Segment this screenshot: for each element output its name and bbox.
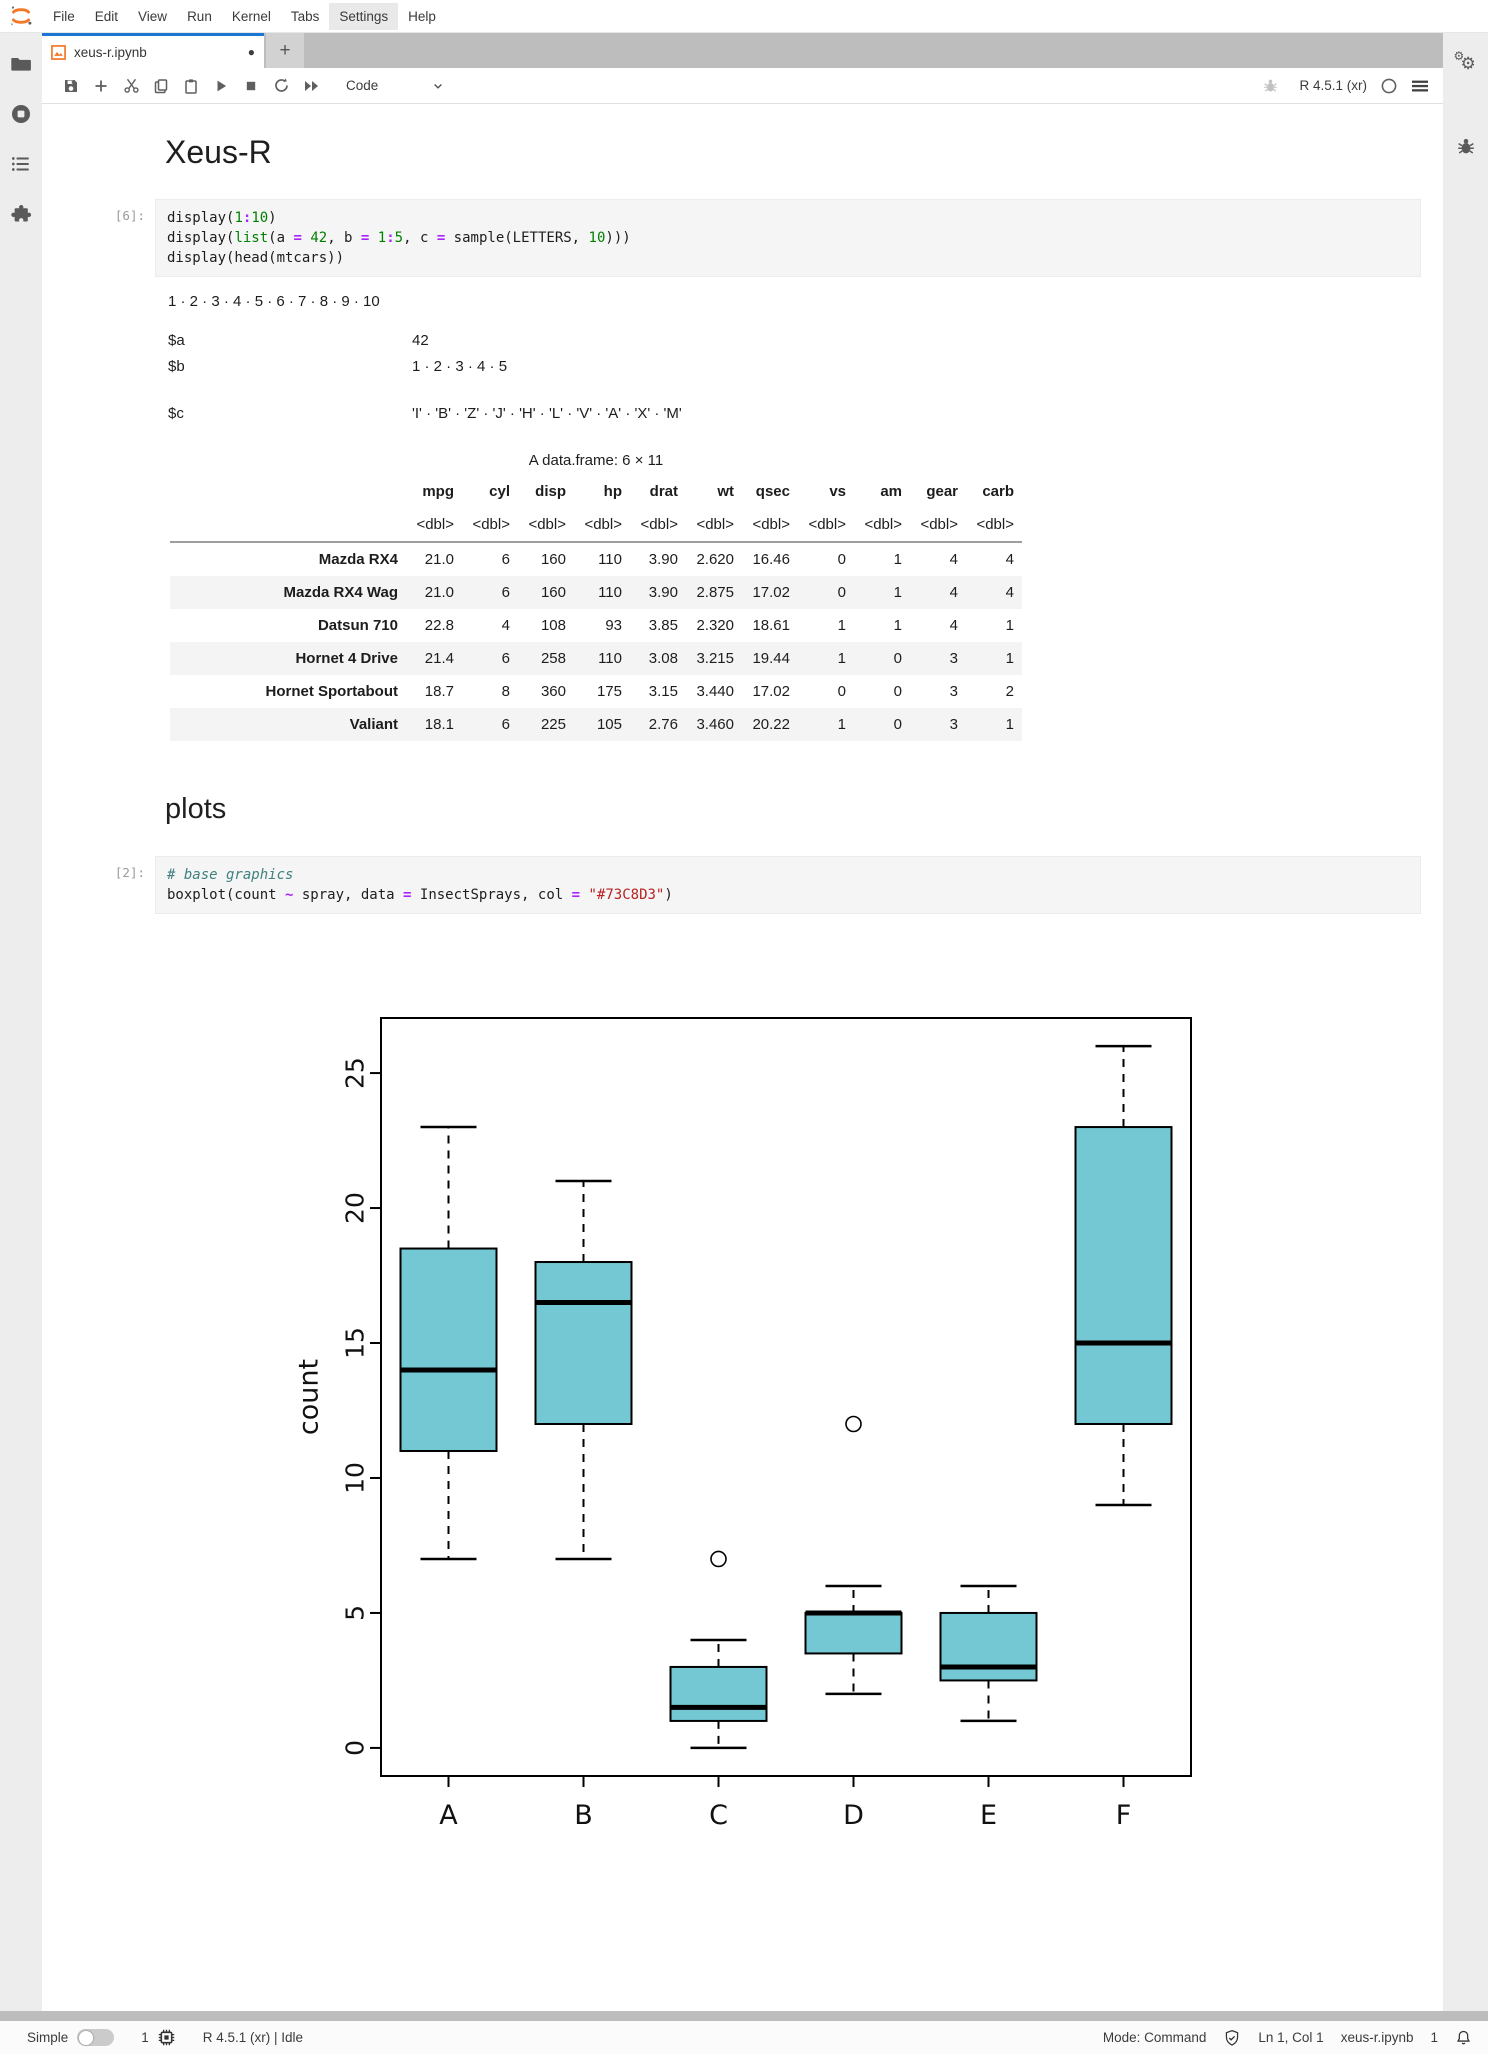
main-area (0, 33, 1488, 2011)
list-value: 'I' · 'B' · 'Z' · 'J' · 'H' · 'L' · 'V' · 'A' · 'X' · 'M' (412, 405, 682, 422)
table-cell: 175 (596, 683, 622, 700)
table-row (170, 576, 1022, 609)
svg-text:B: B (573, 1800, 593, 1831)
table-cell: 2.620 (696, 551, 734, 568)
column-type: <dbl> (416, 516, 454, 533)
table-cell: 17.02 (752, 584, 790, 601)
table-cell: 3.460 (696, 716, 734, 733)
debugger-sidebar-icon[interactable] (1455, 135, 1477, 157)
table-cell: 4 (949, 584, 958, 601)
table-cell: 1 (1005, 716, 1014, 733)
paste-cells-button[interactable] (176, 72, 206, 100)
list-key: $a (168, 332, 185, 349)
row-name: Mazda RX4 (318, 551, 398, 568)
code-input-2[interactable] (155, 856, 1421, 914)
bell-icon[interactable] (1455, 2029, 1472, 2047)
dataframe-output (170, 452, 1022, 741)
table-cell: 20.22 (752, 716, 790, 733)
copy-cells-button[interactable] (146, 72, 176, 100)
table-of-contents-icon[interactable] (10, 153, 32, 175)
table-cell: 1 (837, 617, 846, 634)
row-name: Mazda RX4 Wag (283, 584, 398, 601)
table-cell: 3.215 (696, 650, 734, 667)
column-header: mpg (422, 483, 454, 500)
svg-text:D: D (842, 1800, 864, 1831)
unsaved-dot-icon: ● (247, 45, 255, 59)
kernel-chip-icon[interactable] (158, 2029, 175, 2046)
table-cell: 258 (540, 650, 566, 667)
column-type: <dbl> (528, 516, 566, 533)
panel-border (0, 2011, 1488, 2021)
code-cell-1 (42, 199, 1443, 277)
table-row (170, 675, 1022, 708)
interrupt-kernel-button[interactable] (236, 72, 266, 100)
restart-run-all-button[interactable] (296, 72, 326, 100)
tab-title: xeus-r.ipynb (74, 44, 147, 60)
tab-bar (42, 33, 1443, 68)
boxplot-figure (273, 976, 1213, 1911)
svg-text:C: C (708, 1800, 728, 1831)
notebook-file-icon (51, 45, 66, 60)
svg-text:10: 10 (340, 1462, 369, 1494)
list-value: 42 (412, 332, 429, 349)
table-cell: 21.0 (424, 551, 454, 568)
table-cell: 160 (540, 584, 566, 601)
menu-run[interactable]: Run (187, 8, 212, 24)
table-cell: 4 (1005, 584, 1014, 601)
column-header: am (880, 483, 902, 500)
menu-file[interactable]: File (53, 8, 75, 24)
row-name: Hornet Sportabout (265, 683, 398, 700)
table-cell: 3.15 (648, 683, 678, 700)
column-header: wt (717, 483, 734, 500)
property-inspector-icon[interactable]: ⚙ ⚙ (1453, 49, 1476, 73)
table-cell: 4 (949, 551, 958, 568)
svg-text:25: 25 (340, 1057, 369, 1089)
column-header: vs (829, 483, 846, 500)
menu-settings[interactable]: Settings (329, 3, 398, 30)
cursor-position[interactable]: Ln 1, Col 1 (1258, 2030, 1324, 2045)
table-cell: 3.90 (648, 551, 678, 568)
svg-text:F: F (1115, 1800, 1131, 1831)
table-row (170, 609, 1022, 642)
table-cell: 16.46 (752, 551, 790, 568)
vector-output: 1 · 2 · 3 · 4 · 5 · 6 · 7 · 8 · 9 · 10 (168, 293, 380, 310)
table-cell: 3 (949, 716, 958, 733)
code-cell-2 (42, 856, 1443, 914)
code-line: display(1:10) (167, 210, 277, 226)
run-cell-button[interactable] (206, 72, 236, 100)
menu-bar (0, 0, 1488, 33)
svg-text:20: 20 (340, 1192, 369, 1224)
code-line: boxplot(count ~ spray, data = InsectSprays, col = "#73C8D3") (167, 887, 673, 903)
table-cell: 1 (837, 650, 846, 667)
table-cell: 1 (893, 551, 902, 568)
table-cell: 22.8 (424, 617, 454, 634)
notification-count: 1 (1430, 2030, 1438, 2045)
table-cell: 18.61 (752, 617, 790, 634)
boxplot-chart (273, 976, 1213, 1906)
table-cell: 1 (1005, 650, 1014, 667)
simple-mode-toggle[interactable] (77, 2029, 114, 2046)
list-item (168, 332, 1403, 349)
table-cell: 8 (501, 683, 510, 700)
new-tab-button[interactable]: + (266, 33, 304, 68)
menu-help[interactable]: Help (408, 8, 436, 24)
column-type: <dbl> (472, 516, 510, 533)
table-cell: 6 (501, 551, 510, 568)
table-cell: 110 (598, 584, 622, 601)
column-header: gear (926, 483, 958, 500)
list-output (168, 332, 1403, 422)
table-cell: 4 (1005, 551, 1014, 568)
list-key: $b (168, 358, 185, 375)
code-line: display(head(mtcars)) (167, 250, 345, 266)
column-type: <dbl> (696, 516, 734, 533)
execution-prompt: [6]: (114, 208, 145, 223)
table-row (170, 642, 1022, 675)
svg-text:count: count (293, 1358, 324, 1436)
chevron-down-icon (432, 80, 444, 92)
table-cell: 0 (893, 683, 902, 700)
left-sidebar (0, 33, 42, 2011)
table-cell: 4 (501, 617, 510, 634)
notebook-panel[interactable] (42, 104, 1443, 2011)
svg-text:15: 15 (340, 1327, 369, 1359)
table-cell: 3.440 (696, 683, 734, 700)
column-type: <dbl> (976, 516, 1014, 533)
status-bar (0, 2021, 1488, 2054)
dataframe-caption: A data.frame: 6 × 11 (528, 452, 664, 469)
table-cell: 6 (501, 650, 510, 667)
table-cell: 0 (893, 716, 902, 733)
table-cell: 21.4 (424, 650, 454, 667)
table-cell: 1 (893, 617, 902, 634)
column-header: hp (603, 483, 622, 500)
table-cell: 3.08 (648, 650, 678, 667)
dataframe-table (170, 475, 1022, 741)
table-cell: 3 (949, 683, 958, 700)
row-name: Valiant (349, 716, 398, 733)
table-cell: 18.1 (424, 716, 454, 733)
notebook-toolbar (42, 68, 1443, 104)
table-cell: 93 (605, 617, 622, 634)
debugger-bug-icon[interactable] (1255, 72, 1285, 100)
table-cell: 6 (501, 584, 510, 601)
list-value: 1 · 2 · 3 · 4 · 5 (412, 358, 508, 375)
menu-kernel[interactable]: Kernel (231, 8, 271, 24)
table-cell: 3.90 (648, 584, 678, 601)
kernel-status-text[interactable]: R 4.5.1 (xr) | Idle (202, 2030, 304, 2045)
tab-xeus-r[interactable] (42, 33, 264, 68)
save-button[interactable] (56, 72, 86, 100)
table-cell: 2.875 (696, 584, 734, 601)
table-cell: 3.85 (648, 617, 678, 634)
svg-text:5: 5 (340, 1605, 369, 1621)
table-cell: 110 (598, 650, 622, 667)
markdown-heading-plots: plots (165, 793, 227, 825)
menu-tabs[interactable]: Tabs (290, 8, 320, 24)
column-type: <dbl> (920, 516, 958, 533)
dock-panel (42, 33, 1443, 2011)
table-cell: 2.76 (648, 716, 678, 733)
column-header: drat (649, 483, 678, 500)
table-cell: 108 (540, 617, 566, 634)
extension-manager-icon[interactable] (10, 203, 32, 225)
table-cell: 360 (540, 683, 566, 700)
table-cell: 3 (949, 650, 958, 667)
svg-text:0: 0 (340, 1739, 369, 1756)
cell-1-outputs (165, 293, 1443, 741)
table-cell: 4 (949, 617, 958, 634)
table-cell: 1 (893, 584, 902, 601)
list-item (168, 358, 1403, 375)
markdown-heading-xeus-r: Xeus-R (165, 134, 272, 170)
table-cell: 1 (1005, 617, 1014, 634)
menu-view[interactable]: View (138, 8, 168, 24)
menu-edit[interactable]: Edit (94, 8, 119, 24)
table-cell: 21.0 (424, 584, 454, 601)
cut-cells-button[interactable] (116, 72, 146, 100)
code-input-1[interactable] (155, 199, 1421, 277)
list-item (168, 405, 1403, 422)
kernel-name-button[interactable]: R 4.5.1 (xr) (1299, 78, 1367, 93)
table-cell: 105 (596, 716, 622, 733)
table-cell: 2 (1005, 683, 1014, 700)
cell-type-dropdown[interactable] (340, 75, 450, 96)
insert-cell-button[interactable] (86, 72, 116, 100)
cell-type-value: Code (346, 78, 379, 93)
table-row (170, 542, 1022, 576)
column-type: <dbl> (864, 516, 902, 533)
right-sidebar (1443, 33, 1488, 2011)
column-type: <dbl> (752, 516, 790, 533)
code-line: display(list(a = 42, b = 1:5, c = sample(LETTERS, 10))) (167, 230, 631, 246)
table-cell: 18.7 (424, 683, 454, 700)
table-cell: 0 (837, 551, 846, 568)
execution-prompt: [2]: (114, 865, 145, 880)
column-header: disp (535, 483, 566, 500)
table-cell: 19.44 (752, 650, 790, 667)
column-type: <dbl> (640, 516, 678, 533)
column-header: qsec (755, 483, 790, 500)
table-cell: 6 (501, 716, 510, 733)
simple-mode-label: Simple (27, 2030, 69, 2045)
code-line: # base graphics (167, 867, 294, 883)
table-row (170, 708, 1022, 741)
column-header: carb (982, 483, 1014, 500)
table-cell: 160 (540, 551, 566, 568)
table-cell: 110 (598, 551, 622, 568)
svg-text:A: A (438, 1800, 458, 1831)
table-cell: 0 (837, 584, 846, 601)
trust-shield-icon[interactable] (1223, 2029, 1241, 2047)
running-kernels-icon[interactable] (10, 103, 32, 125)
table-cell: 1 (837, 716, 846, 733)
column-type: <dbl> (808, 516, 846, 533)
table-cell: 0 (893, 650, 902, 667)
jupyter-logo-icon (7, 3, 35, 29)
kernel-count: 1 (141, 2030, 149, 2045)
table-cell: 17.02 (752, 683, 790, 700)
column-type: <dbl> (584, 516, 622, 533)
svg-text:E: E (979, 1800, 997, 1831)
active-filename: xeus-r.ipynb (1340, 2030, 1414, 2045)
table-cell: 0 (837, 683, 846, 700)
table-cell: 2.320 (696, 617, 734, 634)
row-name: Datsun 710 (317, 617, 398, 634)
hamburger-menu-icon[interactable] (1411, 78, 1429, 94)
column-header: cyl (489, 483, 510, 500)
table-cell: 225 (540, 716, 566, 733)
kernel-status-circle-icon[interactable] (1381, 78, 1397, 94)
list-key: $c (168, 405, 184, 422)
restart-kernel-button[interactable] (266, 72, 296, 100)
file-browser-icon[interactable] (10, 53, 32, 75)
row-name: Hornet 4 Drive (295, 650, 398, 667)
command-mode-indicator[interactable]: Mode: Command (1102, 2030, 1207, 2045)
